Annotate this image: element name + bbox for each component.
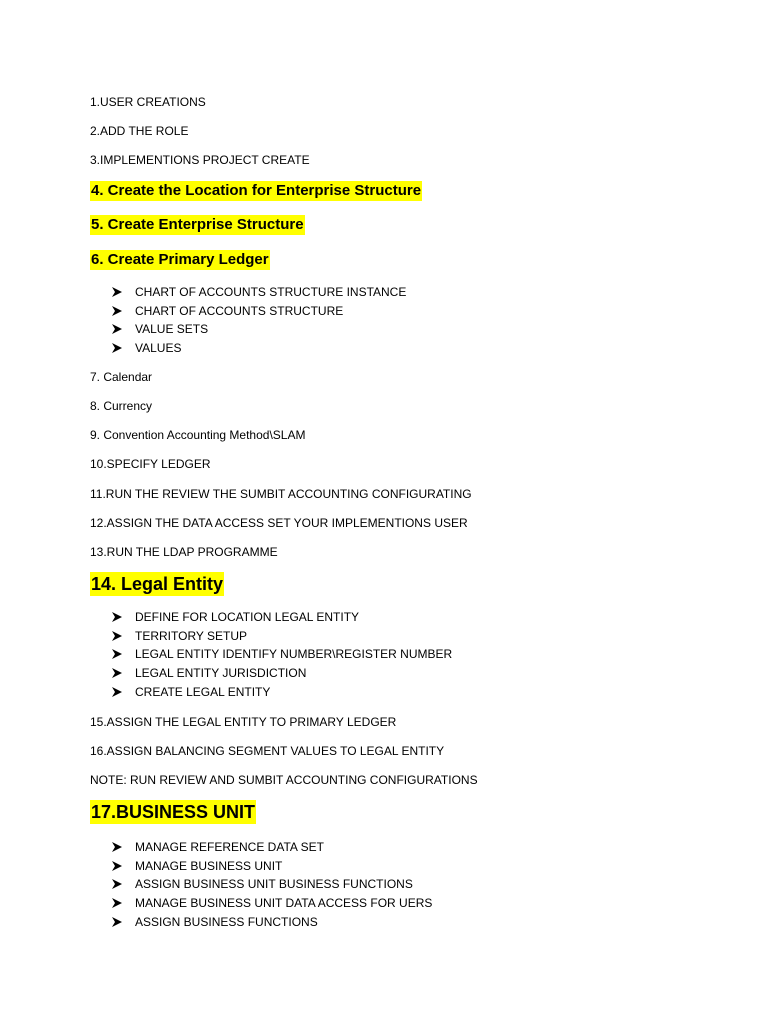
bullet-label: CREATE LEGAL ENTITY: [135, 684, 271, 699]
list-item: [111, 838, 432, 857]
bullet-label: TERRITORY SETUP: [135, 628, 248, 643]
heading-legal-entity: 14. Legal Entity: [91, 574, 224, 594]
step-currency: 8. Currency: [90, 399, 153, 413]
list-item: [111, 283, 406, 302]
arrowhead-bullet-icon: [111, 878, 123, 890]
list-item: [111, 875, 432, 894]
bullet-label: MANAGE BUSINESS UNIT: [135, 858, 283, 873]
list-item: [111, 320, 406, 339]
heading-location-enterprise-structure: 4. Create the Location for Enterprise Structure: [91, 182, 422, 199]
bullet-label: ASSIGN BUSINESS FUNCTIONS: [135, 914, 318, 929]
arrowhead-bullet-icon: [111, 841, 123, 853]
arrowhead-bullet-icon: [111, 611, 123, 623]
bullet-label: CHART OF ACCOUNTS STRUCTURE INSTANCE: [135, 285, 407, 300]
arrowhead-bullet-icon: [111, 648, 123, 660]
list-item: [111, 608, 452, 627]
arrowhead-bullet-icon: [111, 305, 123, 317]
step-implementation-project: 3.IMPLEMENTIONS PROJECT CREATE: [90, 153, 310, 167]
bullet-label: ASSIGN BUSINESS UNIT BUSINESS FUNCTIONS: [135, 877, 413, 892]
step-review-submit-accounting: 11.RUN THE REVIEW THE SUMBIT ACCOUNTING CONFIGURATING: [90, 487, 472, 501]
primary-ledger-bullet-list: [111, 283, 406, 357]
arrowhead-bullet-icon: [111, 916, 123, 928]
step-assign-legal-entity-ledger: 15.ASSIGN THE LEGAL ENTITY TO PRIMARY LEDGER: [90, 715, 397, 729]
arrowhead-bullet-icon: [111, 342, 123, 354]
step-convention-accounting-method: 9. Convention Accounting Method\SLAM: [90, 428, 306, 442]
arrowhead-bullet-icon: [111, 323, 123, 335]
list-item: [111, 682, 452, 701]
bullet-label: MANAGE REFERENCE DATA SET: [135, 840, 324, 855]
heading-enterprise-structure: 5. Create Enterprise Structure: [91, 216, 304, 233]
step-calendar: 7. Calendar: [90, 370, 153, 384]
bullet-label: LEGAL ENTITY IDENTIFY NUMBER\REGISTER NUMBER: [135, 647, 453, 662]
step-specify-ledger: 10.SPECIFY LEDGER: [90, 457, 211, 471]
bullet-label: LEGAL ENTITY JURISDICTION: [135, 666, 307, 681]
step-assign-balancing-segment: 16.ASSIGN BALANCING SEGMENT VALUES TO LEGAL ENTITY: [90, 744, 445, 758]
step-assign-data-access-set: 12.ASSIGN THE DATA ACCESS SET YOUR IMPLEMENTIONS USER: [90, 516, 468, 530]
list-item: [111, 664, 452, 683]
note-review-submit: NOTE: RUN REVIEW AND SUMBIT ACCOUNTING CONFIGURATIONS: [90, 773, 478, 787]
heading-business-unit: 17.BUSINESS UNIT: [91, 802, 256, 822]
arrowhead-bullet-icon: [111, 630, 123, 642]
step-run-ldap: 13.RUN THE LDAP PROGRAMME: [90, 545, 278, 559]
bullet-label: VALUE SETS: [135, 322, 209, 337]
arrowhead-bullet-icon: [111, 667, 123, 679]
business-unit-bullet-list: [111, 838, 432, 931]
bullet-label: CHART OF ACCOUNTS STRUCTURE: [135, 303, 344, 318]
arrowhead-bullet-icon: [111, 860, 123, 872]
arrowhead-bullet-icon: [111, 686, 123, 698]
list-item: [111, 645, 452, 664]
arrowhead-bullet-icon: [111, 286, 123, 298]
step-add-role: 2.ADD THE ROLE: [90, 124, 189, 138]
list-item: [111, 912, 432, 931]
step-user-creations: 1.USER CREATIONS: [90, 95, 206, 109]
legal-entity-bullet-list: [111, 608, 452, 701]
arrowhead-bullet-icon: [111, 897, 123, 909]
list-item: [111, 857, 432, 876]
list-item: [111, 339, 406, 358]
bullet-label: VALUES: [135, 341, 182, 356]
heading-primary-ledger: 6. Create Primary Ledger: [91, 251, 269, 268]
list-item: [111, 302, 406, 321]
bullet-label: MANAGE BUSINESS UNIT DATA ACCESS FOR UERS: [135, 896, 433, 911]
list-item: [111, 627, 452, 646]
list-item: [111, 894, 432, 913]
bullet-label: DEFINE FOR LOCATION LEGAL ENTITY: [135, 610, 360, 625]
